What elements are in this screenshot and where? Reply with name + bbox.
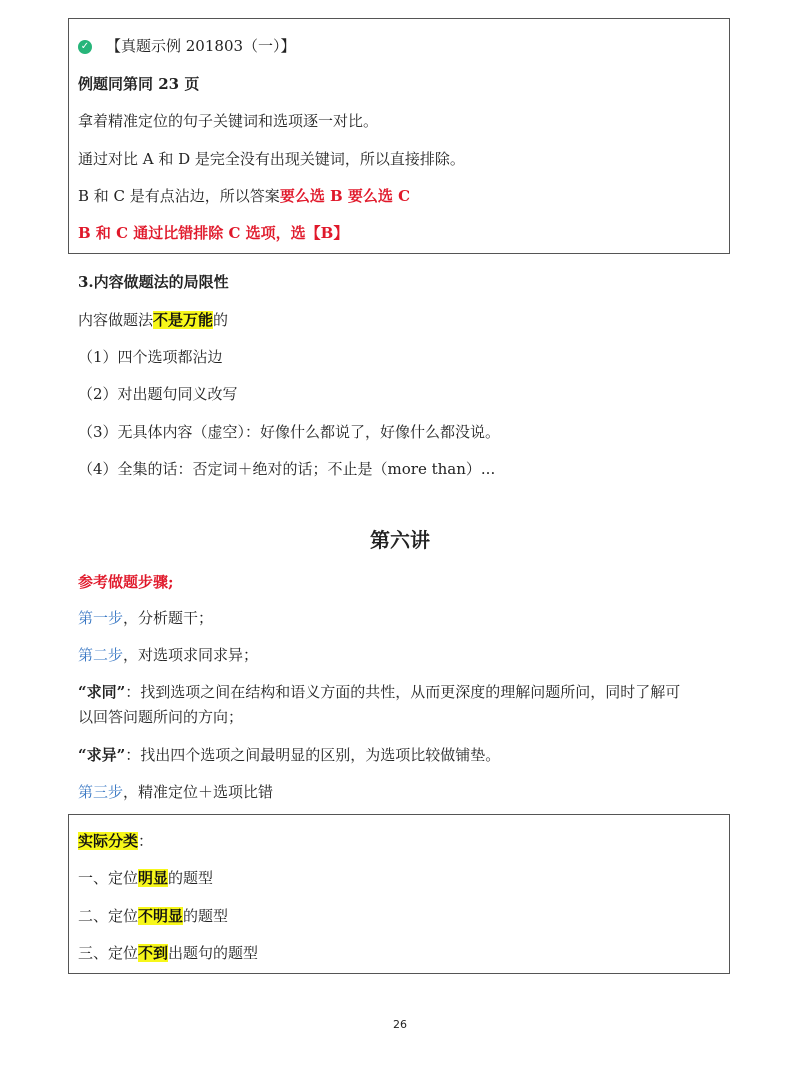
section-intro: 内容做题法不是万能的 [78, 311, 229, 329]
qiutong-line-2: 以回答问题所问的方向； [78, 708, 244, 726]
section-heading: 3.内容做题法的局限性 [78, 273, 229, 291]
limitation-item: （2）对出题句同义改写 [78, 385, 238, 403]
steps-heading: 参考做题步骤; [78, 573, 174, 591]
example-heading: ✓ 【真题示例 201803（一）】 [78, 36, 296, 56]
step-2: 第二步，对选项求同求异； [78, 646, 259, 664]
limitation-item: （1）四个选项都沾边 [78, 348, 223, 366]
example-line-3: 通过对比 A 和 D 是完全没有出现关键词，所以直接排除。 [78, 150, 465, 168]
step-1: 第一步，分析题干； [78, 609, 214, 627]
step-3: 第三步，精准定位＋选项比错 [78, 783, 274, 801]
example-line-5: B 和 C 通过比错排除 C 选项，选【B】 [78, 224, 349, 242]
limitation-item: （3）无具体内容（虚空）：好像什么都说了，好像什么都没说。 [78, 423, 501, 441]
limitation-item: （4）全集的话：否定词＋绝对的话；不止是（more than）... [78, 460, 496, 478]
classification-row-2: 二、定位不明显的题型 [78, 907, 229, 925]
example-line-2: 拿着精准定位的句子关键词和选项逐一对比。 [78, 112, 379, 130]
qiutong-line-1: “求同”：找到选项之间在结构和语义方面的共性，从而更深度的理解问题所问，同时了解可 [78, 683, 681, 701]
lecture-title: 第六讲 [370, 528, 430, 552]
classification-row-1: 一、定位明显的题型 [78, 869, 214, 887]
classification-heading: 实际分类： [78, 832, 154, 850]
check-circle-icon: ✓ [78, 40, 92, 54]
classification-row-3: 三、定位不到出题句的题型 [78, 944, 259, 962]
example-line-1: 例题同第同 23 页 [78, 75, 200, 93]
qiuyi-line: “求异”：找出四个选项之间最明显的区别，为选项比较做铺垫。 [78, 746, 501, 764]
page-number: 26 [393, 1018, 407, 1031]
example-line-4: B 和 C 是有点沾边，所以答案要么选 B 要么选 C [78, 187, 411, 205]
